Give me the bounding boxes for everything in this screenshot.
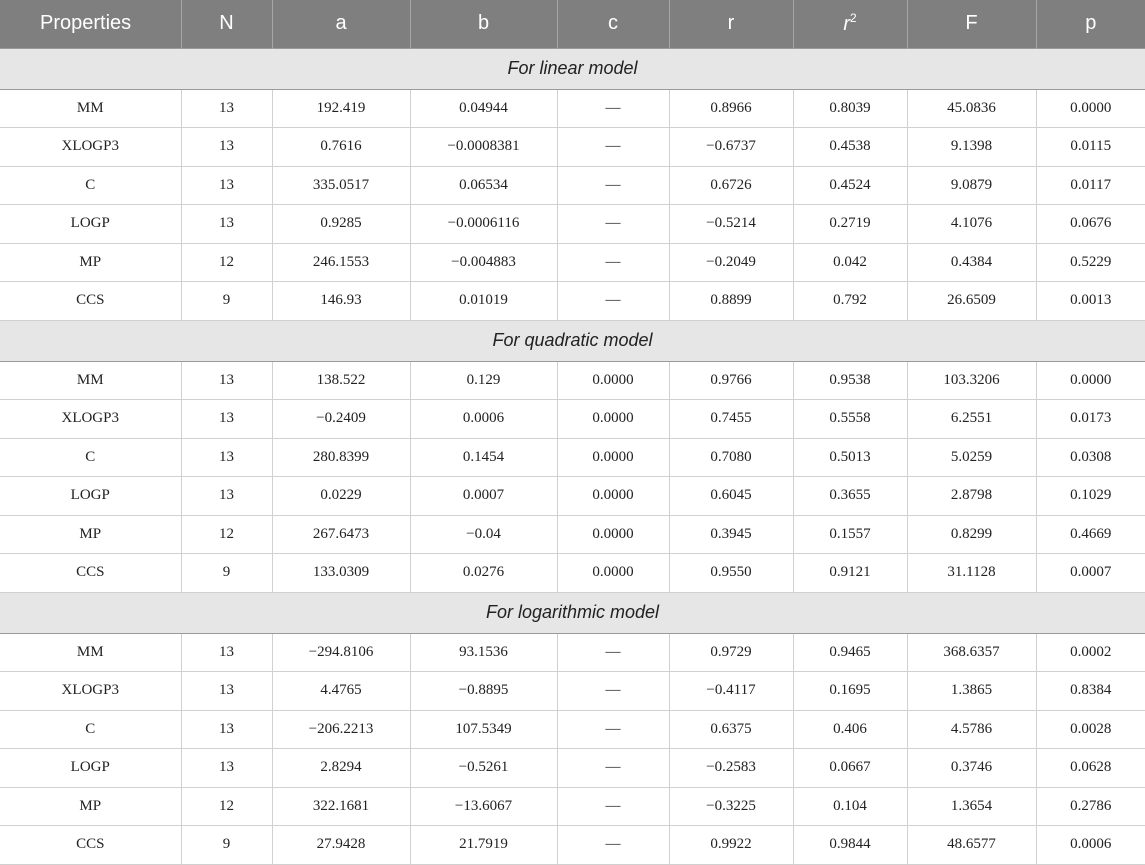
cell-b: 0.06534 [410,166,557,205]
cell-property: MP [0,787,181,826]
table-row [0,749,1145,788]
cell-b: 0.0007 [410,477,557,516]
cell-p: 0.0028 [1036,710,1145,749]
cell-r-squared: 0.9844 [793,826,907,865]
cell-f: 2.8798 [907,477,1036,516]
cell-property: LOGP [0,749,181,788]
cell-r: 0.9550 [669,554,793,593]
cell-f: 1.3865 [907,672,1036,711]
cell-r: 0.6726 [669,166,793,205]
section-header-row [0,320,1145,361]
cell-r: 0.9922 [669,826,793,865]
section-title: For logarithmic model [0,592,1145,633]
cell-p: 0.2786 [1036,787,1145,826]
cell-r-squared: 0.792 [793,282,907,321]
cell-r: −0.2049 [669,243,793,282]
table-row [0,243,1145,282]
cell-a: 0.7616 [272,128,410,167]
cell-c: — [557,672,669,711]
cell-a: 267.6473 [272,515,410,554]
table-row [0,477,1145,516]
cell-c: — [557,282,669,321]
cell-p: 0.0000 [1036,89,1145,128]
cell-a: 192.419 [272,89,410,128]
table-row [0,400,1145,439]
cell-r-squared: 0.4538 [793,128,907,167]
cell-c: — [557,826,669,865]
table-row [0,89,1145,128]
header-b: b [410,0,557,48]
cell-p: 0.0000 [1036,361,1145,400]
table-row [0,205,1145,244]
cell-p: 0.0628 [1036,749,1145,788]
cell-r-squared: 0.9465 [793,633,907,672]
cell-b: 93.1536 [410,633,557,672]
cell-a: −294.8106 [272,633,410,672]
table-row [0,787,1145,826]
cell-f: 31.1128 [907,554,1036,593]
cell-c: 0.0000 [557,361,669,400]
table-body [0,48,1145,864]
cell-f: 0.4384 [907,243,1036,282]
cell-property: MM [0,633,181,672]
cell-p: 0.8384 [1036,672,1145,711]
cell-b: 0.1454 [410,438,557,477]
cell-r-squared: 0.5013 [793,438,907,477]
cell-c: 0.0000 [557,554,669,593]
cell-r-squared: 0.5558 [793,400,907,439]
cell-property: XLOGP3 [0,672,181,711]
cell-property: LOGP [0,477,181,516]
cell-b: 0.04944 [410,89,557,128]
cell-property: LOGP [0,205,181,244]
cell-b: −0.8895 [410,672,557,711]
cell-f: 45.0836 [907,89,1036,128]
cell-r: −0.2583 [669,749,793,788]
cell-c: 0.0000 [557,477,669,516]
header-a: a [272,0,410,48]
cell-n: 12 [181,243,272,282]
cell-a: 322.1681 [272,787,410,826]
cell-b: 0.129 [410,361,557,400]
cell-r-squared: 0.406 [793,710,907,749]
cell-n: 13 [181,128,272,167]
cell-a: 0.0229 [272,477,410,516]
cell-n: 13 [181,749,272,788]
section-title: For quadratic model [0,320,1145,361]
cell-a: 2.8294 [272,749,410,788]
cell-b: −13.6067 [410,787,557,826]
section-title: For linear model [0,48,1145,89]
cell-p: 0.5229 [1036,243,1145,282]
cell-c: — [557,128,669,167]
cell-c: — [557,205,669,244]
cell-p: 0.0115 [1036,128,1145,167]
cell-property: MM [0,89,181,128]
cell-n: 9 [181,826,272,865]
cell-r: 0.9766 [669,361,793,400]
cell-a: 133.0309 [272,554,410,593]
header-p: p [1085,12,1097,35]
cell-a: 246.1553 [272,243,410,282]
cell-n: 12 [181,515,272,554]
cell-property: CCS [0,282,181,321]
cell-r-squared: 0.8039 [793,89,907,128]
header-r-squared [793,0,907,48]
header-r: r [669,0,793,48]
cell-n: 13 [181,89,272,128]
cell-c: — [557,787,669,826]
cell-b: 0.0006 [410,400,557,439]
cell-n: 13 [181,710,272,749]
cell-c: — [557,749,669,788]
cell-r-squared: 0.0667 [793,749,907,788]
table-row [0,826,1145,865]
cell-f: 4.5786 [907,710,1036,749]
cell-r: −0.4117 [669,672,793,711]
table-row [0,672,1145,711]
cell-n: 13 [181,361,272,400]
cell-f: 48.6577 [907,826,1036,865]
cell-r: −0.6737 [669,128,793,167]
cell-r: 0.3945 [669,515,793,554]
cell-c: — [557,633,669,672]
cell-r-squared: 0.9538 [793,361,907,400]
cell-p: 0.0007 [1036,554,1145,593]
table-row [0,438,1145,477]
cell-property: MP [0,243,181,282]
cell-property: XLOGP3 [0,128,181,167]
table-row [0,633,1145,672]
cell-property: XLOGP3 [0,400,181,439]
cell-r-squared: 0.042 [793,243,907,282]
cell-b: −0.04 [410,515,557,554]
cell-a: 138.522 [272,361,410,400]
cell-r: 0.7455 [669,400,793,439]
cell-a: 4.4765 [272,672,410,711]
cell-a: 27.9428 [272,826,410,865]
cell-n: 13 [181,205,272,244]
cell-n: 13 [181,400,272,439]
cell-p: 0.0117 [1036,166,1145,205]
cell-r: 0.7080 [669,438,793,477]
cell-property: CCS [0,554,181,593]
cell-f: 9.1398 [907,128,1036,167]
cell-p: 0.0006 [1036,826,1145,865]
cell-n: 13 [181,438,272,477]
cell-n: 9 [181,554,272,593]
cell-b: −0.0006116 [410,205,557,244]
table-row [0,128,1145,167]
cell-p: 0.0173 [1036,400,1145,439]
cell-r-squared: 0.104 [793,787,907,826]
cell-c: — [557,89,669,128]
cell-f: 0.3746 [907,749,1036,788]
cell-r: 0.8966 [669,89,793,128]
cell-c: — [557,710,669,749]
cell-n: 13 [181,477,272,516]
cell-r: 0.9729 [669,633,793,672]
cell-b: 0.0276 [410,554,557,593]
cell-c: — [557,243,669,282]
cell-b: −0.5261 [410,749,557,788]
header-r2-exponent: 2 [849,11,857,26]
cell-c: 0.0000 [557,438,669,477]
cell-f: 368.6357 [907,633,1036,672]
header-row [0,0,1145,48]
cell-c: — [557,166,669,205]
cell-property: MP [0,515,181,554]
cell-p: 0.1029 [1036,477,1145,516]
cell-property: CCS [0,826,181,865]
cell-c: 0.0000 [557,515,669,554]
cell-a: −206.2213 [272,710,410,749]
cell-r-squared: 0.9121 [793,554,907,593]
cell-property: MM [0,361,181,400]
table-row [0,710,1145,749]
cell-property: C [0,710,181,749]
cell-n: 9 [181,282,272,321]
cell-n: 13 [181,166,272,205]
cell-r-squared: 0.2719 [793,205,907,244]
cell-a: 335.0517 [272,166,410,205]
cell-r-squared: 0.3655 [793,477,907,516]
table-row [0,282,1145,321]
cell-b: −0.004883 [410,243,557,282]
cell-f: 1.3654 [907,787,1036,826]
cell-f: 6.2551 [907,400,1036,439]
cell-a: 0.9285 [272,205,410,244]
cell-r: −0.5214 [669,205,793,244]
cell-p: 0.0676 [1036,205,1145,244]
cell-r: 0.8899 [669,282,793,321]
table-row [0,166,1145,205]
cell-r-squared: 0.1557 [793,515,907,554]
cell-f: 9.0879 [907,166,1036,205]
cell-a: 146.93 [272,282,410,321]
cell-n: 13 [181,633,272,672]
cell-b: 0.01019 [410,282,557,321]
cell-b: 107.5349 [410,710,557,749]
table-row [0,361,1145,400]
cell-p: 0.4669 [1036,515,1145,554]
cell-r-squared: 0.4524 [793,166,907,205]
cell-b: 21.7919 [410,826,557,865]
cell-r-squared: 0.1695 [793,672,907,711]
cell-property: C [0,166,181,205]
cell-p: 0.0002 [1036,633,1145,672]
section-header-row [0,48,1145,89]
cell-n: 13 [181,672,272,711]
cell-r: 0.6045 [669,477,793,516]
cell-p: 0.0308 [1036,438,1145,477]
cell-f: 103.3206 [907,361,1036,400]
cell-r: −0.3225 [669,787,793,826]
cell-f: 26.6509 [907,282,1036,321]
table-row [0,515,1145,554]
cell-f: 5.0259 [907,438,1036,477]
header-r2-base: r [843,13,850,36]
section-header-row [0,592,1145,633]
header-f: F [907,0,1036,48]
cell-c: 0.0000 [557,400,669,439]
cell-p: 0.0013 [1036,282,1145,321]
cell-f: 4.1076 [907,205,1036,244]
header-properties: Properties [0,0,181,48]
cell-n: 12 [181,787,272,826]
header-c: c [557,0,669,48]
cell-f: 0.8299 [907,515,1036,554]
header-n: N [181,0,272,48]
cell-a: 280.8399 [272,438,410,477]
table-row [0,554,1145,593]
cell-r: 0.6375 [669,710,793,749]
cell-property: C [0,438,181,477]
cell-b: −0.0008381 [410,128,557,167]
cell-a: −0.2409 [272,400,410,439]
